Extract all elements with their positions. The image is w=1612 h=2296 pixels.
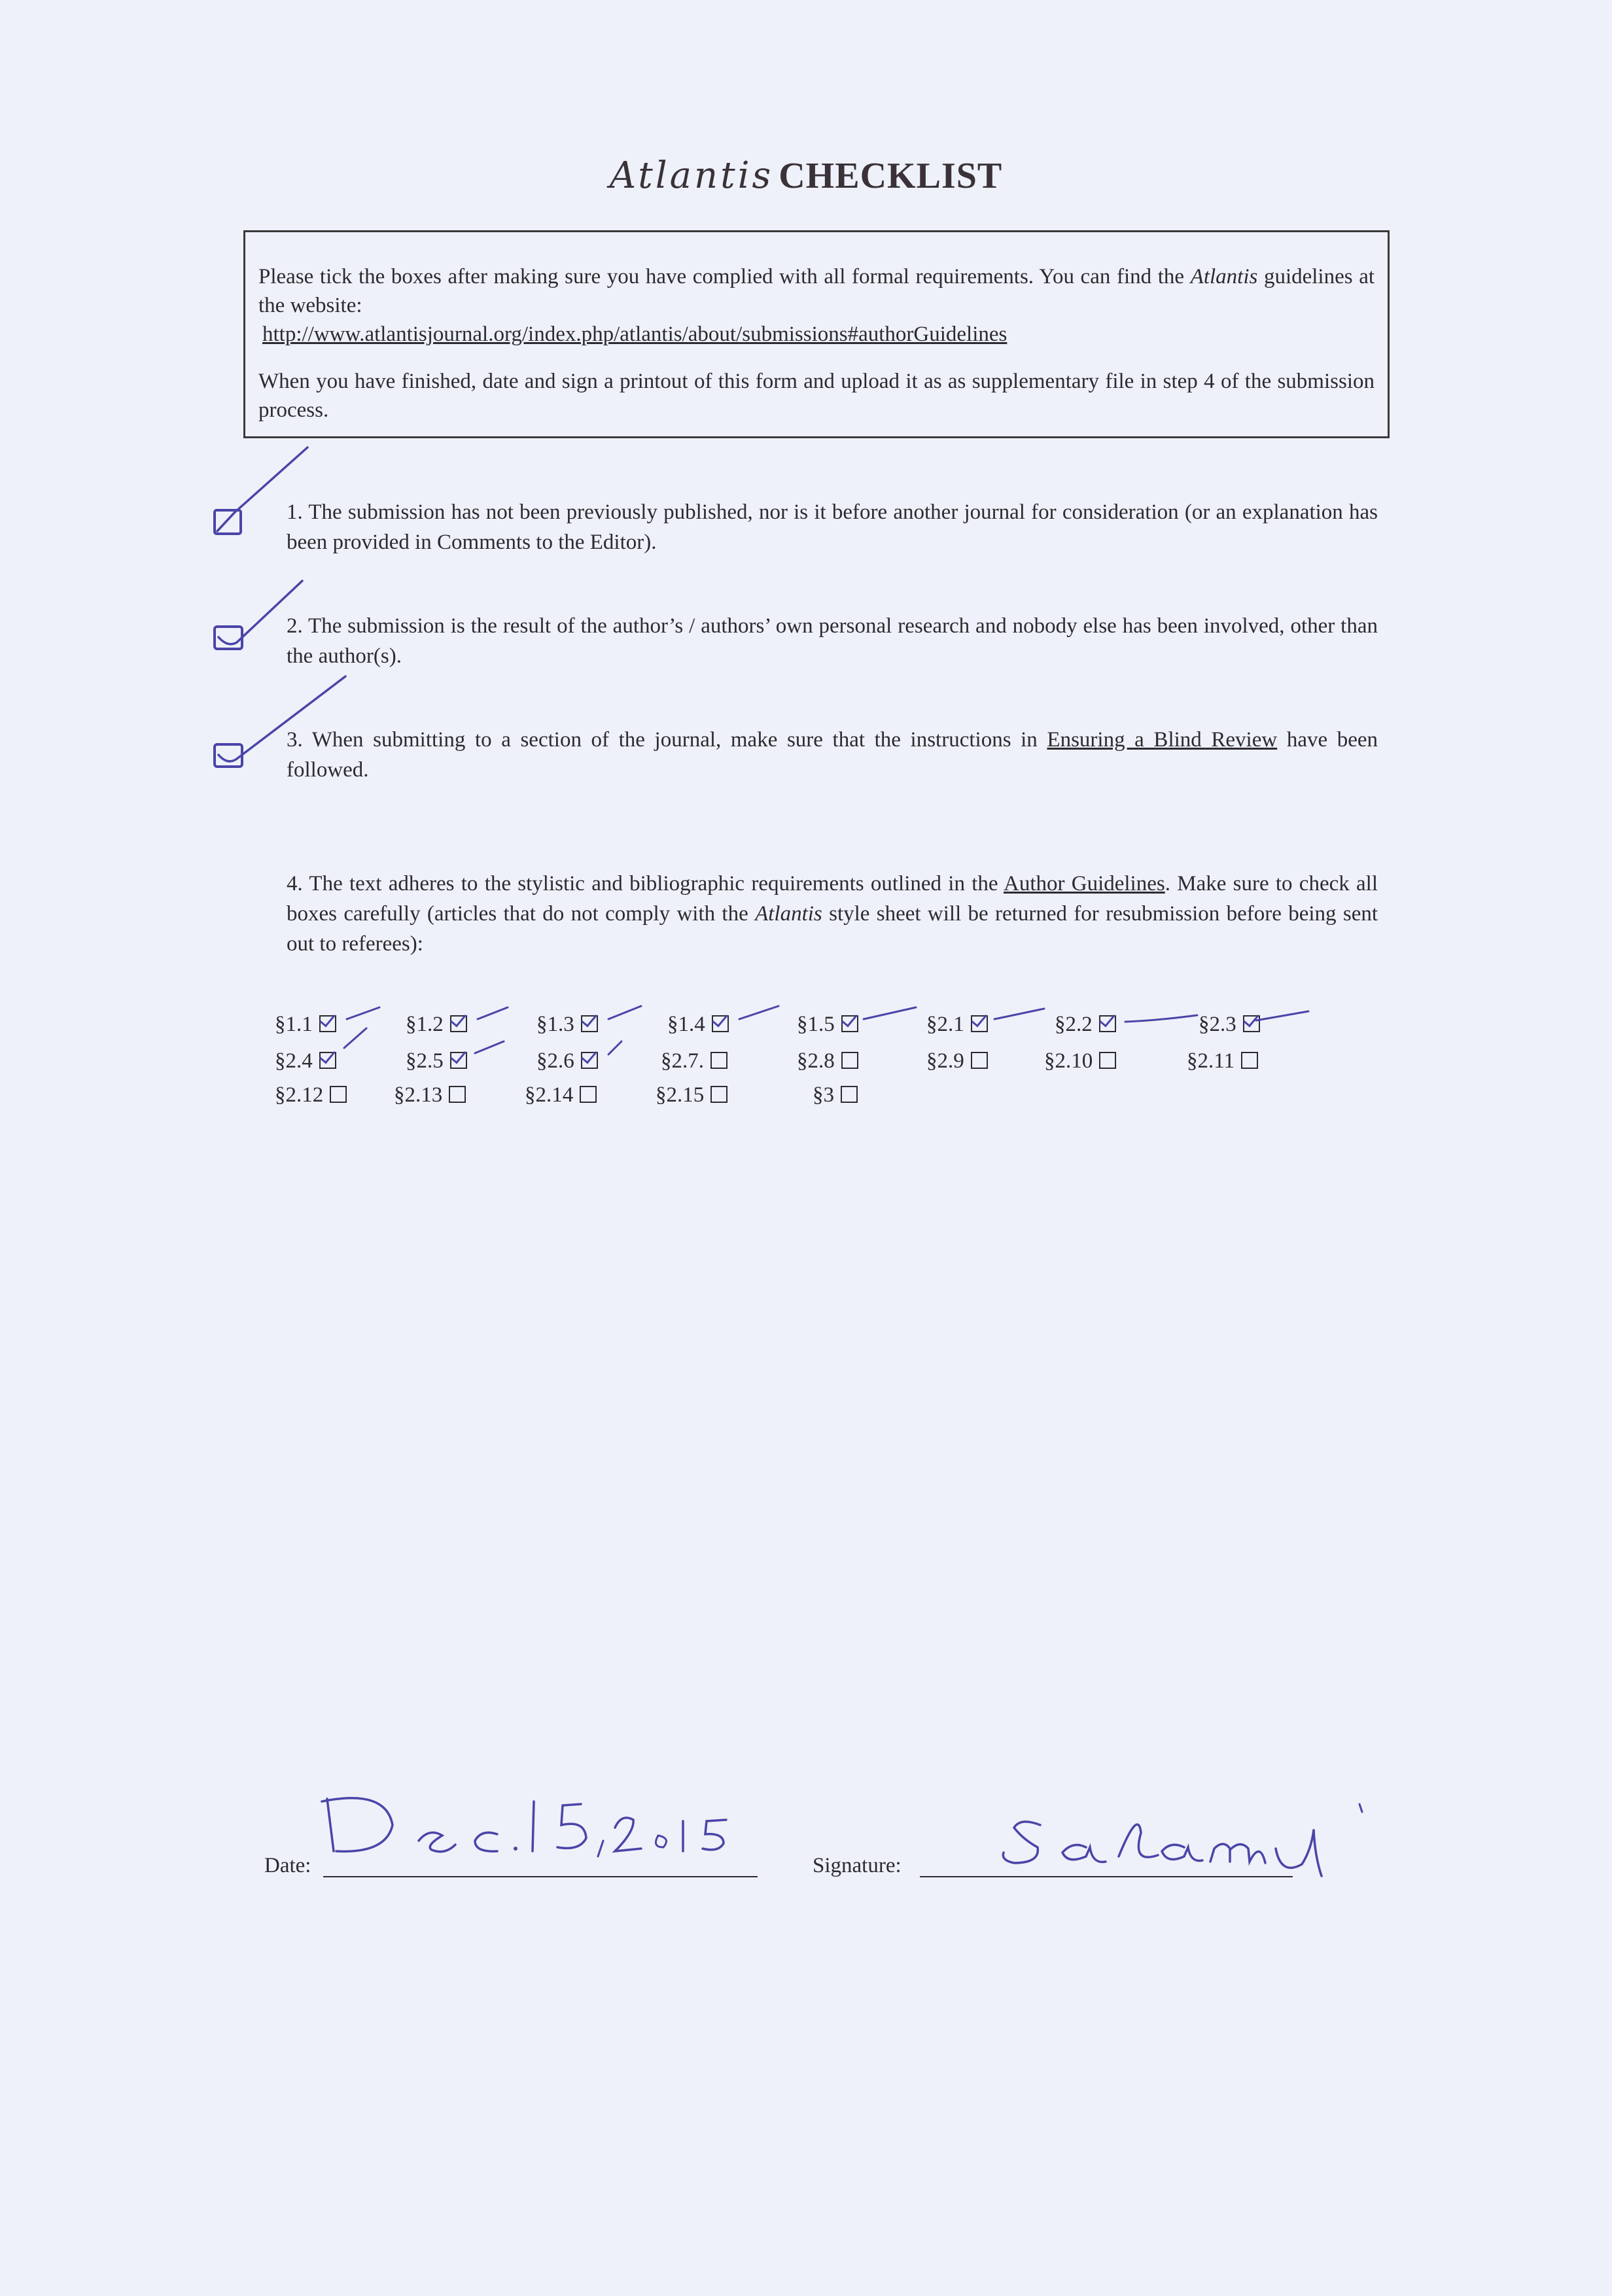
author-guidelines-link[interactable]: Author Guidelines — [1003, 872, 1165, 896]
title-rest: CHECKLIST — [779, 156, 1003, 196]
item4-text-3: style sheet will be returned for resubmission before being sent out to referees): — [287, 902, 1378, 956]
instructions-para1 — [258, 262, 1375, 349]
item1-text: 1. The submission has not been previously published, nor is it before another journal for consideration (or an explanation has been provided in Comments to the Editor). — [287, 500, 1378, 554]
section-label: §2.10 — [1044, 1049, 1093, 1073]
instructions-para2: When you have finished, date and sign a printout of this form and upload it as as supplementary file in step 4 of the submission process. — [258, 370, 1375, 422]
item4-text-1: 4. The text adheres to the stylistic and bibliographic requirements outlined in the — [287, 872, 998, 896]
page-title — [0, 154, 1612, 197]
section-checkbox[interactable] — [580, 1086, 597, 1103]
section-label: §2.3 — [1199, 1013, 1236, 1036]
section-label: §2.14 — [525, 1083, 574, 1107]
date-handwriting — [307, 1775, 752, 1870]
section-label: §1.1 — [275, 1013, 313, 1036]
section-label: §2.6 — [536, 1049, 574, 1073]
section-label: §2.13 — [394, 1083, 443, 1107]
guidelines-link[interactable]: http://www.atlantisjournal.org/index.php/atlantis/about/submissions#authorGuidelines — [262, 322, 1008, 346]
item4-italic-atlantis: Atlantis — [755, 902, 822, 926]
section-label: §1.3 — [536, 1013, 574, 1036]
section-label: §2.9 — [926, 1049, 964, 1073]
sections-row-3 — [275, 1083, 1387, 1116]
section-label: §2.7. — [661, 1049, 704, 1073]
date-label: Date: — [264, 1854, 311, 1877]
section-cell[interactable] — [813, 1083, 858, 1107]
instructions-box — [243, 230, 1390, 438]
handwritten-signature — [994, 1784, 1387, 1883]
section-label: §2.12 — [275, 1083, 324, 1107]
section-label: §1.2 — [406, 1013, 444, 1036]
section-label: §1.5 — [797, 1013, 835, 1036]
section-checkbox[interactable] — [710, 1086, 727, 1103]
section-label: §2.1 — [926, 1013, 964, 1036]
section-cell[interactable] — [525, 1083, 597, 1107]
item3-text-2: have been followed. — [287, 728, 1378, 782]
section-cell[interactable] — [275, 1083, 347, 1107]
signature-label: Signature: — [813, 1854, 902, 1877]
instructions-text-1: Please tick the boxes after making sure you have complied with all formal requirements. You can find the — [258, 265, 1185, 288]
title-brand: Atlantis — [609, 154, 774, 197]
item4-text-2: . Make sure to check all boxes carefully (articles that do not comply with the — [287, 872, 1378, 926]
item4-text — [287, 869, 1378, 959]
section-cell[interactable] — [394, 1083, 466, 1107]
section-label: §2.11 — [1187, 1049, 1235, 1073]
handwritten-ticks — [275, 1001, 1322, 1066]
section-checkbox[interactable] — [841, 1086, 858, 1103]
date-line[interactable] — [323, 1876, 758, 1877]
section-cell[interactable] — [656, 1083, 727, 1107]
section-label: §3 — [813, 1083, 834, 1107]
section-checkbox[interactable] — [449, 1086, 466, 1103]
section-checkbox[interactable] — [330, 1086, 347, 1103]
instructions-italic-atlantis: Atlantis — [1190, 265, 1258, 288]
item2-text: 2. The submission is the result of the author’s / authors’ own personal research and nobody else has been involved, other than the author(s). — [287, 614, 1378, 668]
section-label: §2.8 — [797, 1049, 835, 1073]
section-label: §2.2 — [1055, 1013, 1093, 1036]
signature-handwriting — [994, 1784, 1387, 1886]
item3-text-1: 3. When submitting to a section of the journal, make sure that the instructions in — [287, 728, 1038, 752]
item3-text — [287, 725, 1378, 785]
blind-review-link[interactable]: Ensuring a Blind Review — [1047, 728, 1278, 752]
section-label: §2.15 — [656, 1083, 705, 1107]
section-label: §1.4 — [667, 1013, 705, 1036]
instructions-text-2: guidelines at the website: — [258, 265, 1375, 317]
handwritten-date — [307, 1775, 752, 1867]
section-label: §2.5 — [406, 1049, 444, 1073]
section-label: §2.4 — [275, 1049, 313, 1073]
